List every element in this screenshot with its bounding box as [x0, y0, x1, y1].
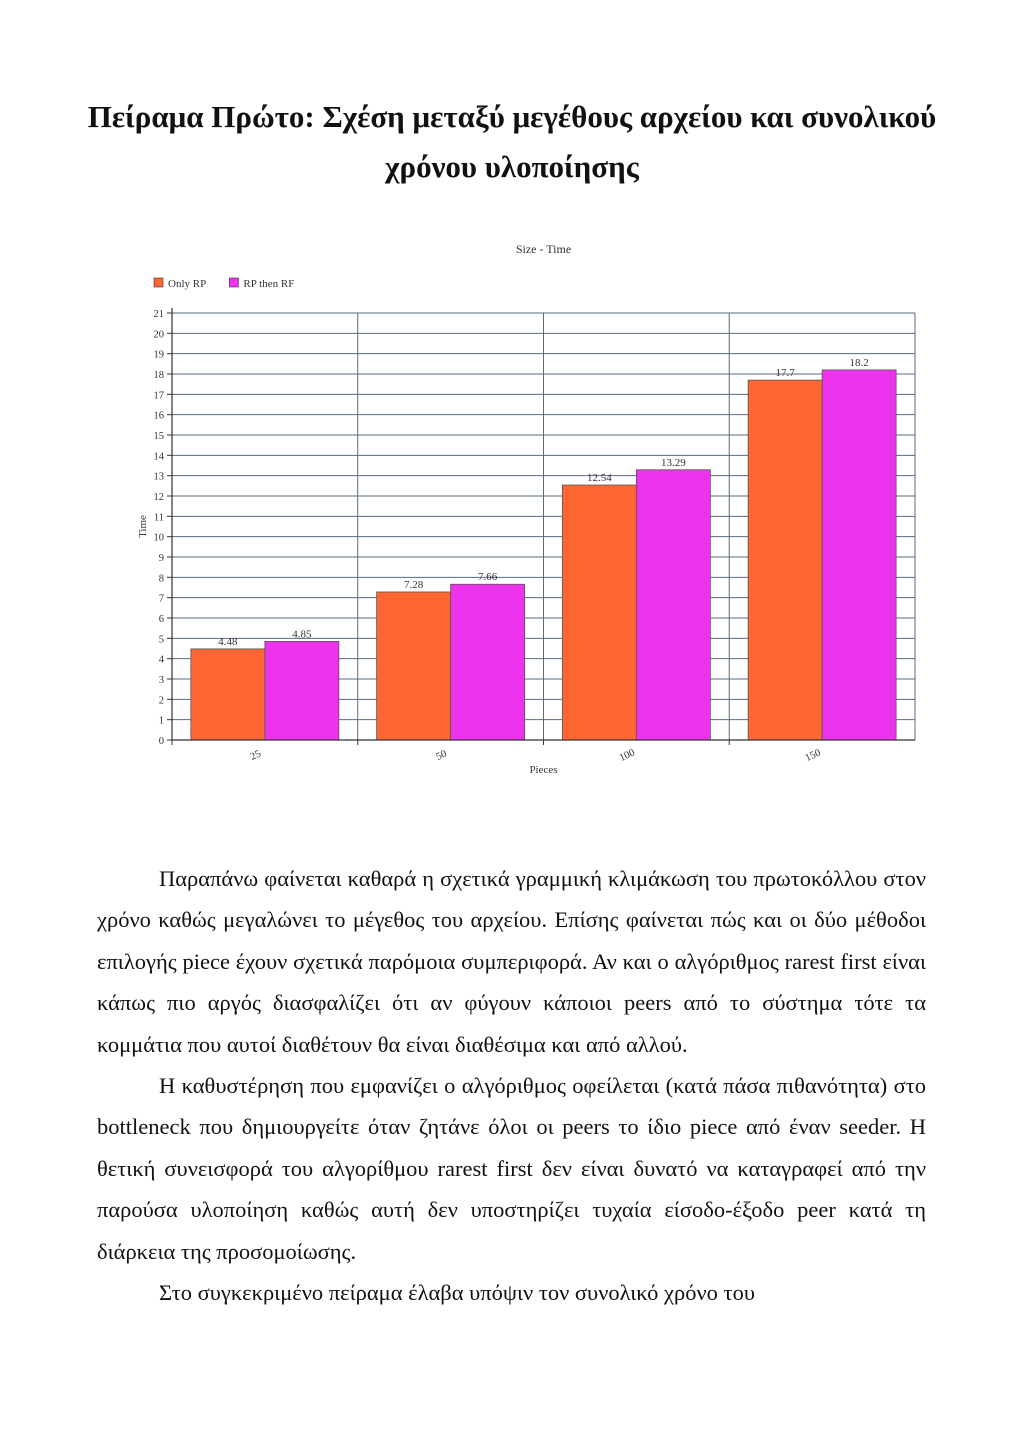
legend-label-2: RP then RF: [243, 278, 295, 290]
x-tick-label: 150: [803, 747, 823, 765]
bar-rp-then-rf: [636, 470, 710, 740]
y-tick-label: 13: [153, 471, 164, 483]
y-tick-label: 17: [153, 390, 164, 402]
bar-only-rp: [748, 380, 822, 740]
bar-only-rp: [191, 649, 265, 740]
y-axis-label: Time: [137, 515, 149, 538]
page-title-line-1: Πείραμα Πρώτο: Σχέση μεταξύ μεγέθους αρχείου και συνολικού: [87, 99, 937, 134]
chart-svg: [120, 230, 930, 790]
legend-swatch-1: [154, 278, 163, 287]
x-tick-label: 100: [617, 747, 637, 765]
y-tick-label: 6: [158, 614, 164, 625]
y-tick-label: 1: [158, 715, 164, 727]
y-tick-label: 3: [158, 675, 164, 686]
y-tick-label: 8: [158, 573, 164, 585]
chart-title: Size - Time: [515, 242, 572, 256]
y-tick-label: 7: [158, 593, 164, 605]
body-text: [97, 858, 926, 1313]
bar-only-rp: [377, 592, 451, 740]
data-label: 17.7: [775, 367, 795, 380]
bar-rp-then-rf: [822, 370, 896, 740]
x-tick-label: 50: [434, 748, 449, 763]
y-tick-label: 20: [153, 329, 164, 341]
y-tick-label: 2: [158, 695, 164, 707]
y-tick-label: 10: [153, 532, 164, 544]
bar-only-rp: [562, 485, 636, 740]
data-label: 13.29: [661, 456, 686, 469]
page-title: [0, 92, 1024, 192]
bar-rp-then-rf: [451, 584, 525, 740]
paragraph-1: Παραπάνω φαίνεται καθαρά η σχετικά γραμμική κλιμάκωση του πρωτοκόλλου στον χρόνο καθώς μεγαλώνει το μέγεθος του αρχείου. Επίσης φαίνεται πώς και οι δύο μέθοδοι επιλογής piece έχουν σχετικά παρόμοια συμπεριφορά. Αν και ο αλγόριθμος rarest first είναι κάπως πιο αργός διασφαλίζει ότι αν φύγουν κάποιοι peers από το σύστημα τότε τα κομμάτια που αυτοί διαθέτουν θα είναι διαθέσιμα και από αλλού.: [97, 866, 926, 1057]
data-label: 4.85: [292, 628, 312, 641]
y-tick-label: 9: [158, 553, 164, 564]
data-label: 4.48: [218, 635, 238, 648]
x-axis-label: Pieces: [529, 764, 558, 776]
y-tick-label: 5: [158, 634, 164, 646]
y-tick-label: 4: [158, 654, 164, 666]
x-tick-label: 25: [248, 748, 263, 763]
y-tick-label: 16: [153, 410, 164, 422]
page-title-line-2: χρόνου υλοποίησης: [385, 149, 639, 184]
y-tick-label: 18: [153, 370, 164, 381]
y-tick-label: 21: [153, 309, 164, 320]
data-label: 12.54: [587, 472, 612, 485]
y-tick-label: 19: [153, 349, 164, 361]
paragraph-3: Στο συγκεκριμένο πείραμα έλαβα υπόψιν τον συνολικό χρόνο του: [159, 1280, 755, 1306]
paragraph-2: Η καθυστέρηση που εμφανίζει ο αλγόριθμος οφείλεται (κατά πάσα πιθανότητα) στο bottleneck που δημιουργείτε όταν ζητάνε όλοι οι peers το ίδιο piece από έναν seeder. Η θετική συνεισφορά του αλγορίθμου rarest first δεν είναι δυνατό να καταγραφεί από την παρούσα υλοποίηση καθώς αυτή δεν υποστηρίζει τυχαία είσοδο-έξοδο peer κατά τη διάρκεια της προσομοίωσης.: [97, 1073, 926, 1264]
legend-swatch-2: [229, 278, 238, 287]
y-tick-label: 15: [153, 431, 164, 442]
data-label: 7.28: [404, 578, 424, 591]
y-tick-label: 12: [153, 492, 164, 503]
y-tick-label: 14: [153, 451, 164, 463]
size-time-chart: [120, 230, 930, 790]
legend-label-1: Only RP: [168, 278, 207, 290]
bar-rp-then-rf: [265, 641, 339, 740]
y-tick-label: 11: [153, 512, 164, 524]
y-tick-label: 0: [158, 736, 164, 747]
data-label: 18.2: [849, 356, 869, 369]
data-label: 7.66: [478, 571, 498, 584]
